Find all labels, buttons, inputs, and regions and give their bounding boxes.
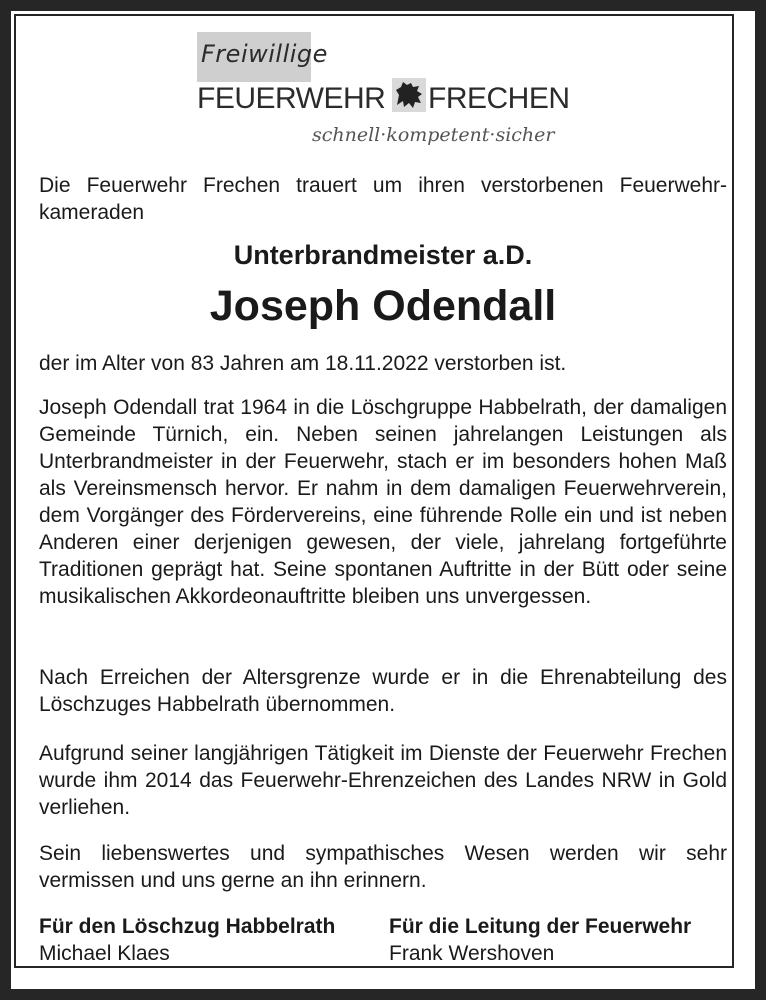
paragraph-farewell: Sein liebenswertes und sympathisches Wesen werden wir sehr vermissen und uns gerne an ihn erinnern. [39,842,727,892]
signature-right [389,913,691,967]
logo-line1: Freiwillige [201,40,328,68]
logo-line2-left: FEUERWEHR [197,82,386,115]
signature-right-title: Für die Leitung der Feuerwehr [389,915,692,938]
intro-text: Die Feuerwehr Frechen trauert um ihren verstorbenen Feuerwehrkameraden [39,174,727,224]
paragraph-award: Aufgrund seiner langjährigen Tätigkeit im Dienste der Feuerwehr Frechen wurde ihm 2014 das Feuerwehr-Ehrenzeichen des Landes NRW in Gold verliehen. [39,742,727,819]
rank-title: Unterbrandmeister a.D. [233,240,533,270]
age-line: der im Alter von 83 Jahren am 18.11.2022 verstorben ist. [39,352,567,375]
logo-line2-right: FRECHEN [428,82,570,115]
signature-left-name: Michael Klaes [39,942,170,965]
lion-crest-icon [389,75,429,115]
fire-brigade-logo [0,0,766,160]
logo-slogan: schnell·kompetent·sicher [312,124,555,146]
signature-right-name: Frank Wershoven [389,942,555,965]
deceased-name: Joseph Odendall [209,282,557,330]
paragraph-honorary: Nach Erreichen der Altersgrenze wurde er in die Ehrenabteilung des Löschzuges Habbelrath übernommen. [39,666,727,716]
signature-left-title: Für den Löschzug Habbelrath [39,915,336,938]
signature-left [39,913,335,967]
paragraph-biography: Joseph Odendall trat 1964 in die Löschgruppe Habbelrath, der damaligen Gemeinde Türnich, ein. Neben seinen jahrelangen Leistungen als Unterbrandmeister in der Feuerwehr, stach er im besonders hohen Maß als Vereinsmensch hervor. Er nahm in dem damaligen Feuerwehrverein, dem Vorgänger des Fördervereins, eine führende Rolle ein und ist neben Anderen einer derjenigen gewesen, der viele, jahrelang fortgeführte Traditionen geprägt hat. Seine spontanen Auftritte in der Bütt oder seine musikalischen Akkordeonauftritte bleiben uns unvergessen. [39,396,727,608]
